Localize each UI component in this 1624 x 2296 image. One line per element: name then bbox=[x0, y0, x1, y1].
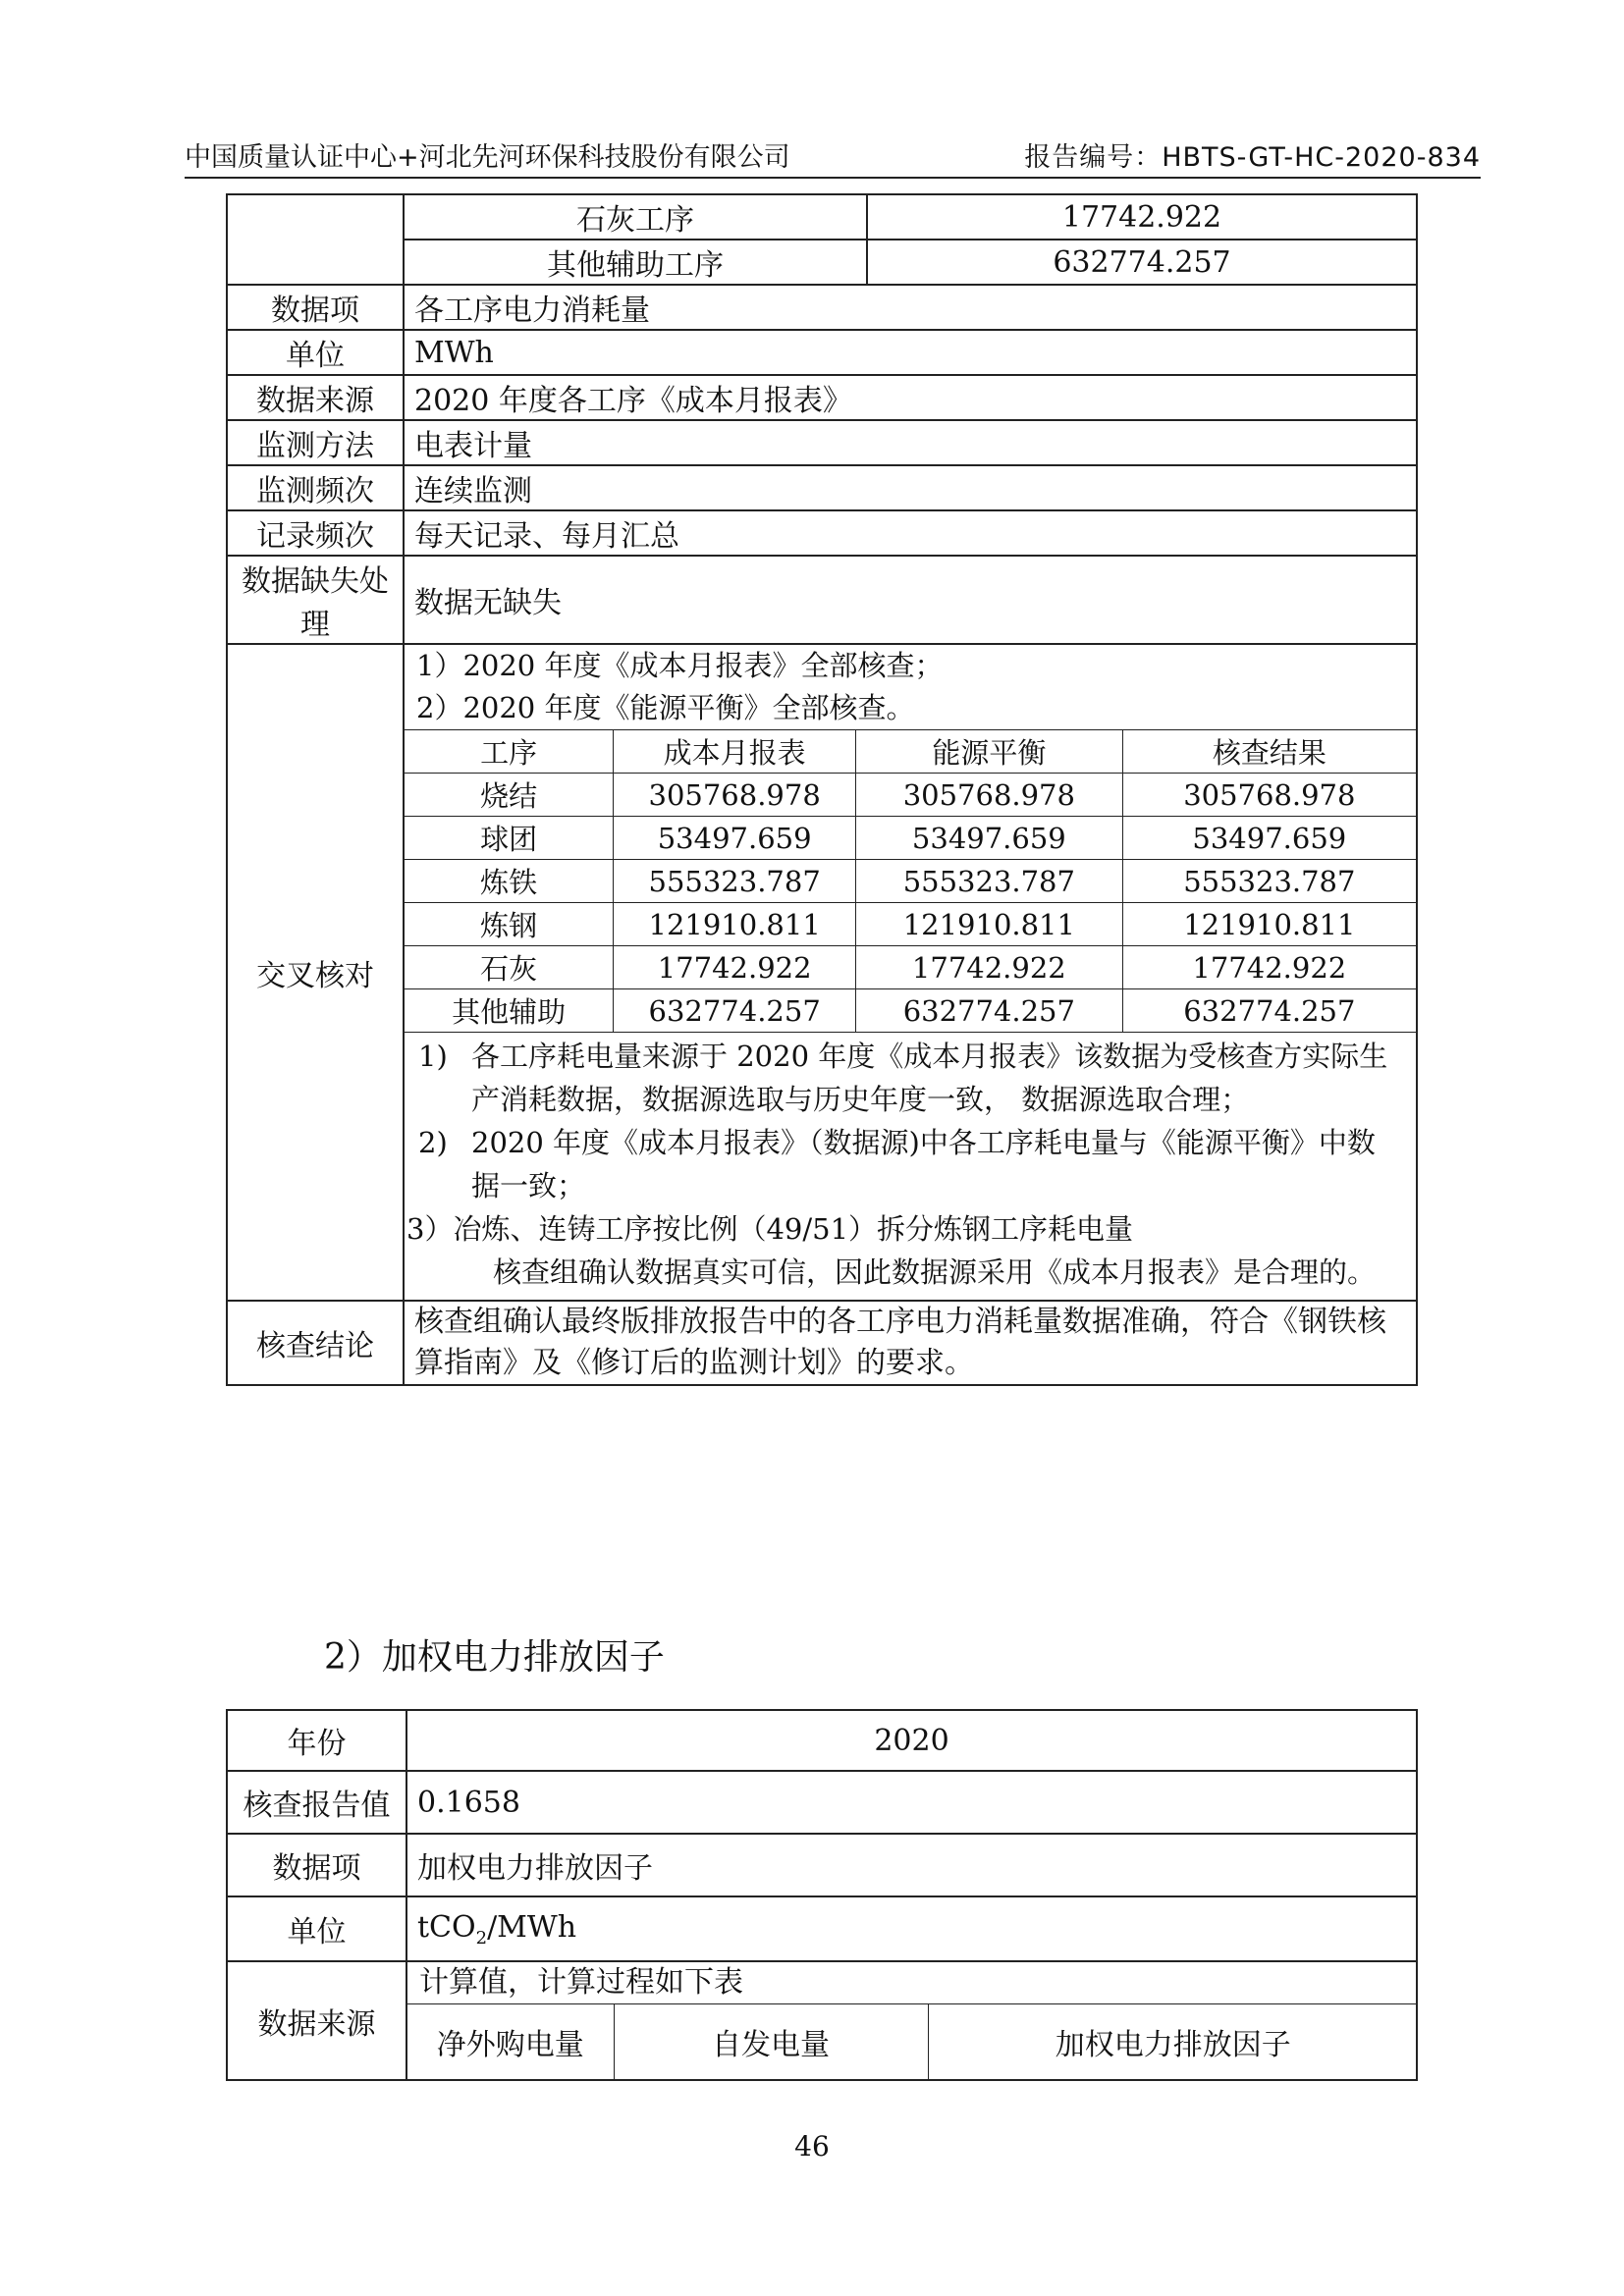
table-header-row bbox=[405, 730, 1416, 774]
cell: 球团 bbox=[405, 817, 614, 860]
note-item bbox=[418, 1035, 1402, 1121]
row-label: 数据项 bbox=[227, 285, 404, 330]
process-name: 石灰工序 bbox=[404, 194, 867, 240]
row-value: 2020 年度各工序《成本月报表》 bbox=[404, 375, 1417, 420]
note-number: 2) bbox=[418, 1126, 448, 1159]
source-text: 计算值，计算过程如下表 bbox=[419, 1965, 743, 2000]
calc-table bbox=[407, 2003, 1418, 2079]
cell: 炼钢 bbox=[405, 903, 614, 946]
note-text: 各工序耗电量来源于 2020 年度《成本月报表》该数据为受核查方实际生产消耗数据，数据源选取与历史年度一致， 数据源选取合理； bbox=[471, 1040, 1388, 1116]
row-label: 数据来源 bbox=[227, 1961, 406, 2080]
cell: 121910.811 bbox=[1122, 903, 1416, 946]
table-row bbox=[405, 989, 1416, 1033]
cell: 其他辅助 bbox=[405, 989, 614, 1033]
cross-check-table bbox=[405, 729, 1416, 1033]
cell: 632774.257 bbox=[1122, 989, 1416, 1033]
table-row bbox=[405, 817, 1416, 860]
note-item: 3）冶炼、连铸工序按比例（49/51）拆分炼钢工序耗电量 bbox=[406, 1212, 1134, 1246]
unit-suffix: /MWh bbox=[487, 1909, 577, 1945]
column-header: 自发电量 bbox=[614, 2004, 928, 2080]
table-header-row bbox=[407, 2004, 1418, 2080]
column-header: 成本月报表 bbox=[614, 730, 856, 774]
cross-check-content bbox=[404, 644, 1417, 1301]
cell: 53497.659 bbox=[1122, 817, 1416, 860]
row-label: 年份 bbox=[227, 1710, 406, 1771]
check-line: 1）2020 年度《成本月报表》全部核查； bbox=[416, 649, 944, 682]
section-title: 2）加权电力排放因子 bbox=[324, 1637, 665, 1678]
cell: 121910.811 bbox=[614, 903, 856, 946]
row-label: 单位 bbox=[227, 1896, 406, 1961]
blank-cell bbox=[227, 194, 404, 285]
note-number: 1) bbox=[418, 1040, 448, 1073]
cell: 121910.811 bbox=[856, 903, 1123, 946]
column-header: 加权电力排放因子 bbox=[928, 2004, 1418, 2080]
cell: 炼铁 bbox=[405, 860, 614, 903]
cross-check-label: 交叉核对 bbox=[227, 644, 404, 1301]
process-name: 其他辅助工序 bbox=[404, 240, 867, 285]
cell: 53497.659 bbox=[614, 817, 856, 860]
unit-subscript: 2 bbox=[475, 1927, 488, 1949]
row-value: 加权电力排放因子 bbox=[406, 1834, 1417, 1896]
row-label: 监测频次 bbox=[227, 465, 404, 510]
row-value: 电表计量 bbox=[404, 420, 1417, 465]
row-value: 各工序电力消耗量 bbox=[404, 285, 1417, 330]
row-label: 核查报告值 bbox=[227, 1771, 406, 1834]
cell: 555323.787 bbox=[1122, 860, 1416, 903]
process-value: 17742.922 bbox=[867, 194, 1417, 240]
unit-prefix: tCO bbox=[417, 1909, 476, 1945]
header-company: 中国质量认证中心+河北先河环保科技股份有限公司 bbox=[185, 142, 790, 173]
row-label: 数据来源 bbox=[227, 375, 404, 420]
row-value: 每天记录、每月汇总 bbox=[404, 510, 1417, 556]
table-row bbox=[405, 860, 1416, 903]
cell: 53497.659 bbox=[856, 817, 1123, 860]
column-header: 能源平衡 bbox=[856, 730, 1123, 774]
cell: 305768.978 bbox=[856, 774, 1123, 817]
cell: 632774.257 bbox=[856, 989, 1123, 1033]
column-header: 净外购电量 bbox=[407, 2004, 614, 2080]
column-header: 核查结果 bbox=[1122, 730, 1416, 774]
cell: 17742.922 bbox=[614, 946, 856, 989]
cell: 555323.787 bbox=[614, 860, 856, 903]
cell: 305768.978 bbox=[1122, 774, 1416, 817]
cell: 305768.978 bbox=[614, 774, 856, 817]
row-value: 数据无缺失 bbox=[404, 556, 1417, 644]
conclusion-text: 核查组确认最终版排放报告中的各工序电力消耗量数据准确，符合《钢铁核算指南》及《修订后的监测计划》的要求。 bbox=[404, 1301, 1417, 1385]
header-report-number: 报告编号：HBTS-GT-HC-2020-834 bbox=[1024, 142, 1481, 173]
note-item bbox=[418, 1121, 1402, 1207]
cross-check-conclusion: 核查组确认数据真实可信，因此数据源采用《成本月报表》是合理的。 bbox=[493, 1255, 1377, 1289]
cell: 石灰 bbox=[405, 946, 614, 989]
cell: 烧结 bbox=[405, 774, 614, 817]
table-row bbox=[405, 946, 1416, 989]
row-value: MWh bbox=[404, 330, 1417, 375]
row-label: 监测方法 bbox=[227, 420, 404, 465]
row-label: 数据项 bbox=[227, 1834, 406, 1896]
cell: 632774.257 bbox=[614, 989, 856, 1033]
row-value: 连续监测 bbox=[404, 465, 1417, 510]
source-content bbox=[406, 1961, 1417, 2080]
column-header: 工序 bbox=[405, 730, 614, 774]
check-line: 2）2020 年度《能源平衡》全部核查。 bbox=[416, 691, 915, 724]
unit-value bbox=[406, 1896, 1417, 1961]
electricity-consumption-table bbox=[226, 193, 1418, 1386]
cell: 555323.787 bbox=[856, 860, 1123, 903]
row-label: 记录频次 bbox=[227, 510, 404, 556]
year-value: 2020 bbox=[406, 1710, 1417, 1771]
page-number: 46 bbox=[794, 2130, 830, 2163]
note-text: 2020 年度《成本月报表》（数据源)中各工序耗电量与《能源平衡》中数据一致； bbox=[471, 1126, 1376, 1202]
page-header bbox=[185, 130, 1481, 179]
cell: 17742.922 bbox=[1122, 946, 1416, 989]
table-row bbox=[405, 903, 1416, 946]
row-value: 0.1658 bbox=[406, 1771, 1417, 1834]
notes-block bbox=[405, 1033, 1416, 1300]
cell: 17742.922 bbox=[856, 946, 1123, 989]
row-label: 单位 bbox=[227, 330, 404, 375]
process-value: 632774.257 bbox=[867, 240, 1417, 285]
row-label: 核查结论 bbox=[227, 1301, 404, 1385]
table-row bbox=[405, 774, 1416, 817]
emission-factor-table bbox=[226, 1709, 1418, 2081]
row-label: 数据缺失处理 bbox=[227, 556, 404, 644]
